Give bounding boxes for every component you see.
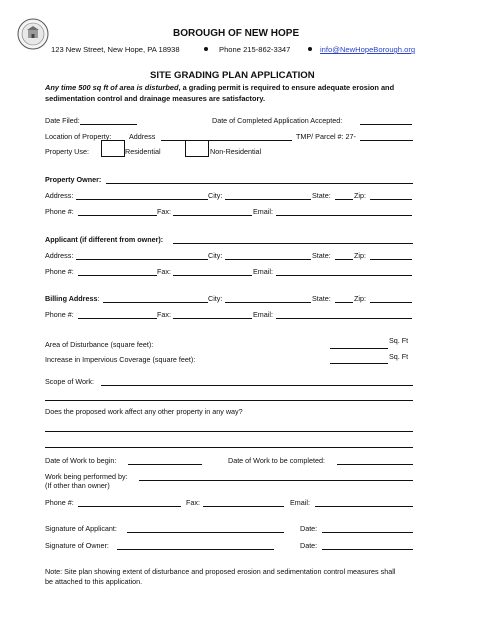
intro-line-1: Any time 500 sq ft of area is disturbed, a grading permit is required to ensure adequate erosion and [45,83,395,92]
billing-city-label: City: [208,294,223,303]
affect-question: Does the proposed work affect any other property in any way? [45,407,243,416]
location-address-label: Address [129,132,156,141]
date-begin-field[interactable] [128,464,202,465]
page-title: SITE GRADING PLAN APPLICATION [150,70,315,81]
owner-phone-field[interactable] [78,215,157,216]
tmp-parcel-field[interactable] [360,140,413,141]
billing-email-field[interactable] [276,318,412,319]
area-disturbance-field[interactable] [330,348,388,349]
applicant-address-field[interactable] [76,259,208,260]
location-address-field[interactable] [161,140,292,141]
date-complete-field[interactable] [337,464,413,465]
date-complete-label: Date of Work to be completed: [228,456,325,465]
owner-fax-field[interactable] [173,215,252,216]
owner-email-field[interactable] [276,215,412,216]
sig-owner-date-field[interactable] [322,549,413,550]
location-label: Location of Property: [45,132,112,141]
sig-applicant-date-field[interactable] [322,532,413,533]
affect-answer-line-2[interactable] [45,447,413,448]
sig-applicant-label: Signature of Applicant: [45,524,117,533]
non-residential-checkbox-line [185,156,208,157]
billing-state-field[interactable] [335,302,353,303]
applicant-city-label: City: [208,251,223,260]
other-than-owner-note: (If other than owner) [45,481,110,490]
applicant-email-label: Email: [253,267,273,276]
billing-city-field[interactable] [225,302,311,303]
scope-label: Scope of Work: [45,377,95,386]
separator-dot [204,47,208,51]
area-disturbance-label: Area of Disturbance (square feet): [45,340,154,349]
billing-address-field[interactable] [103,302,208,303]
owner-address-field[interactable] [76,199,208,200]
billing-email-label: Email: [253,310,273,319]
property-use-label: Property Use: [45,147,89,156]
owner-city-label: City: [208,191,223,200]
org-phone: Phone 215-862-3347 [219,45,291,54]
performed-by-label: Work being performed by: [45,472,128,481]
sig-owner-label: Signature of Owner: [45,541,109,550]
property-owner-heading: Property Owner: [45,175,102,184]
owner-address-label: Address: [45,191,74,200]
applicant-zip-field[interactable] [370,259,412,260]
applicant-fax-field[interactable] [173,275,252,276]
owner-phone-label: Phone #: [45,207,74,216]
contractor-email-field[interactable] [315,506,413,507]
applicant-address-label: Address: [45,251,74,260]
applicant-fax-label: Fax: [157,267,171,276]
scope-field-line-2[interactable] [45,400,413,401]
residential-checkbox-line [101,156,124,157]
contractor-fax-field[interactable] [203,506,284,507]
date-accepted-label: Date of Completed Application Accepted: [212,116,343,125]
owner-zip-field[interactable] [370,199,412,200]
borough-seal-logo [17,18,49,50]
contractor-phone-field[interactable] [78,506,181,507]
area-disturbance-unit: Sq. Ft [389,336,409,345]
date-accepted-field[interactable] [360,124,412,125]
owner-email-label: Email: [253,207,273,216]
billing-zip-label: Zip: [354,294,366,303]
owner-city-field[interactable] [225,199,311,200]
impervious-label: Increase in Impervious Coverage (square feet): [45,355,196,364]
scope-field[interactable] [101,385,413,386]
billing-zip-field[interactable] [370,302,412,303]
applicant-zip-label: Zip: [354,251,366,260]
applicant-phone-label: Phone #: [45,267,74,276]
sig-applicant-date-label: Date: [300,524,318,533]
intro-line-2: sedimentation control and drainage measures are satisfactory. [45,94,266,103]
impervious-unit: Sq. Ft [389,352,409,361]
billing-fax-field[interactable] [173,318,252,319]
property-owner-field[interactable] [106,183,413,184]
applicant-field[interactable] [173,243,413,244]
applicant-state-field[interactable] [335,259,353,260]
owner-state-field[interactable] [335,199,353,200]
note-line-1: Note: Site plan showing extent of disturbance and proposed erosion and sedimentation control measures shall [45,567,396,576]
impervious-field[interactable] [330,363,388,364]
applicant-email-field[interactable] [276,275,412,276]
billing-heading: Billing Address: [45,294,100,303]
billing-phone-label: Phone #: [45,310,74,319]
affect-answer-line-1[interactable] [45,431,413,432]
contractor-email-label: Email: [290,498,310,507]
sig-owner-field[interactable] [117,549,274,550]
owner-zip-label: Zip: [354,191,366,200]
separator-dot [308,47,312,51]
applicant-heading: Applicant (if different from owner): [45,235,164,244]
date-filed-field[interactable] [80,124,137,125]
billing-phone-field[interactable] [78,318,157,319]
performed-by-field[interactable] [139,480,413,481]
applicant-phone-field[interactable] [78,275,157,276]
tmp-parcel-label: TMP/ Parcel #: 27- [296,132,356,141]
applicant-state-label: State: [312,251,331,260]
org-name: BOROUGH OF NEW HOPE [173,28,300,39]
owner-state-label: State: [312,191,331,200]
non-residential-label: Non-Residential [210,147,262,156]
residential-checkbox[interactable] [101,140,125,157]
org-address: 123 New Street, New Hope, PA 18938 [51,45,180,54]
owner-fax-label: Fax: [157,207,171,216]
residential-label: Residential [125,147,161,156]
date-filed-label: Date Filed: [45,116,80,125]
applicant-city-field[interactable] [225,259,311,260]
sig-owner-date-label: Date: [300,541,318,550]
non-residential-checkbox[interactable] [185,140,209,157]
date-begin-label: Date of Work to begin: [45,456,117,465]
billing-state-label: State: [312,294,331,303]
contractor-phone-label: Phone #: [45,498,74,507]
org-email-link[interactable]: info@NewHopeBorough.org [320,45,416,54]
billing-fax-label: Fax: [157,310,171,319]
contractor-fax-label: Fax: [186,498,200,507]
sig-applicant-field[interactable] [127,532,284,533]
note-line-2: be attached to this application. [45,577,143,586]
